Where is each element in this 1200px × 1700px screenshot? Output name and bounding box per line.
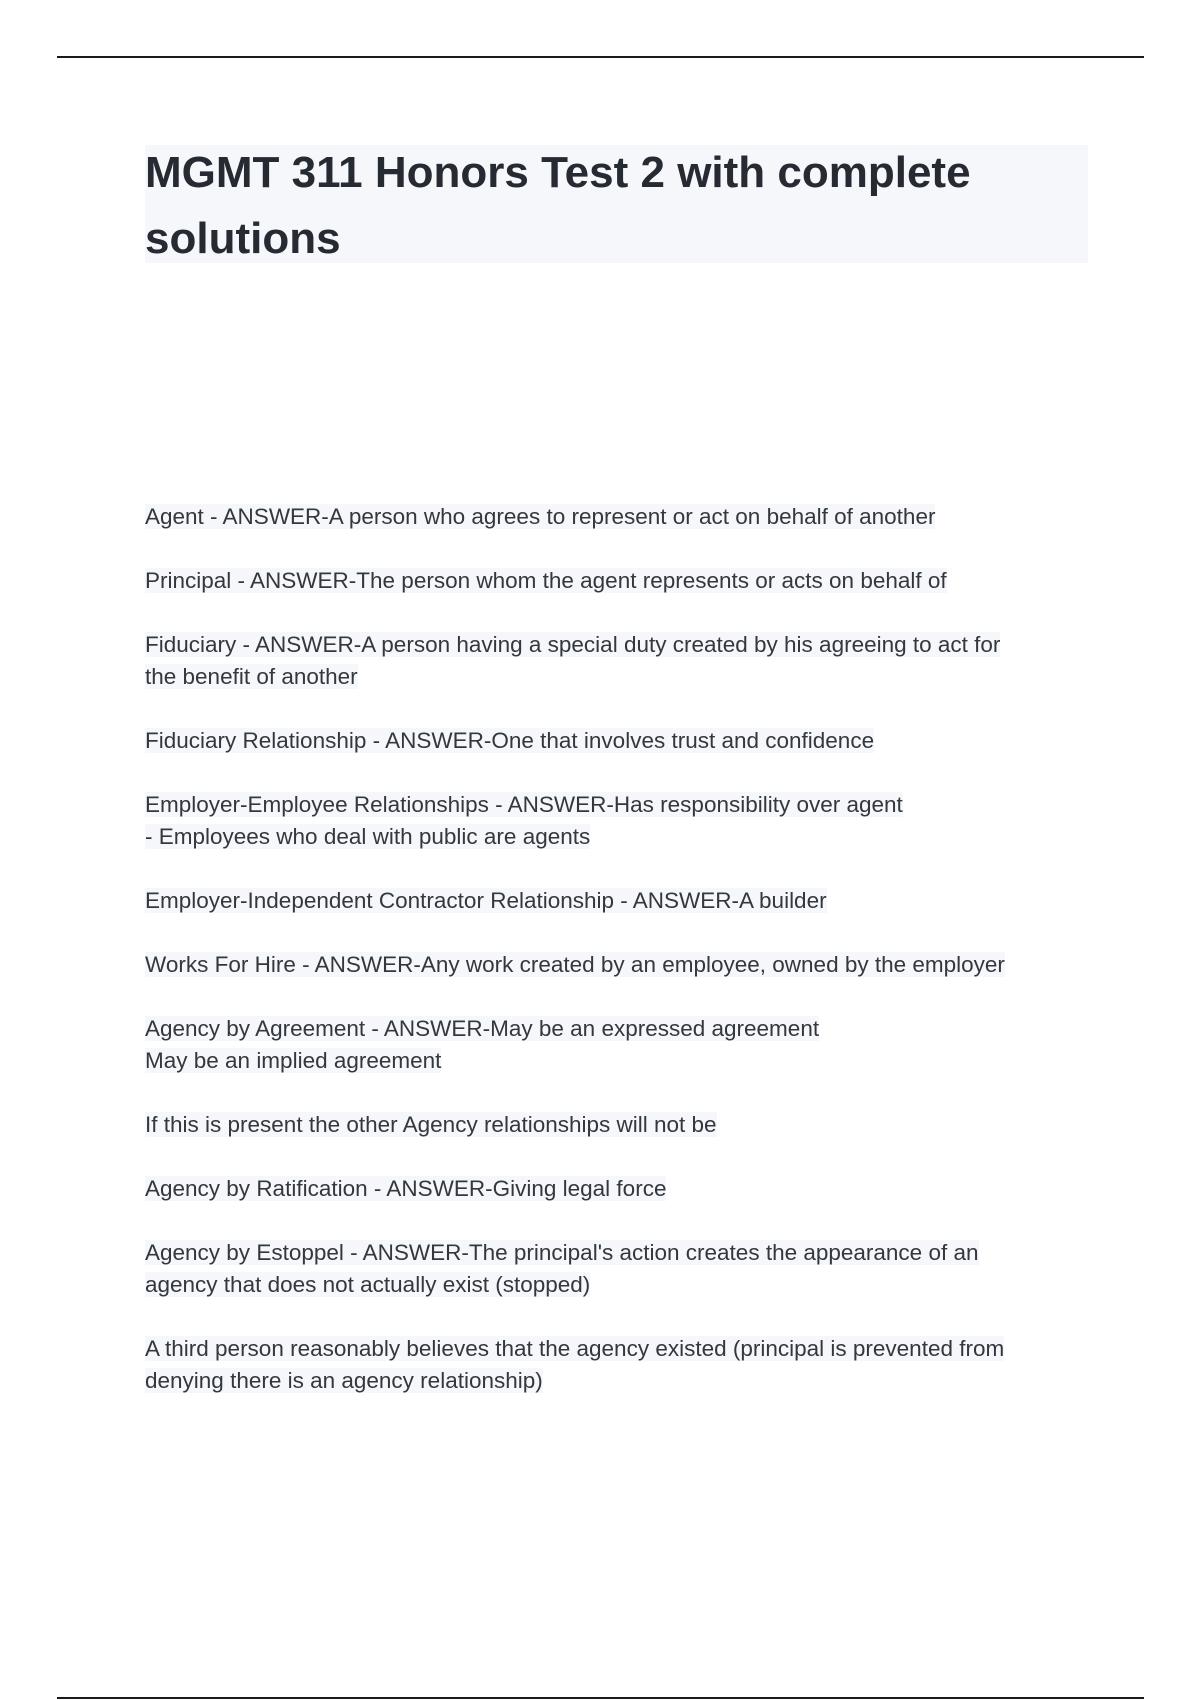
qa-item — [145, 1173, 1085, 1205]
qa-line: May be an implied agreement — [145, 1048, 442, 1073]
qa-item — [145, 629, 1085, 693]
qa-line: A third person reasonably believes that the agency existed (principal is prevented from — [145, 1336, 1005, 1361]
qa-line: Agency by Agreement - ANSWER-May be an expressed agreement — [145, 1016, 820, 1041]
top-rule — [57, 56, 1144, 58]
qa-item — [145, 725, 1085, 757]
qa-item — [145, 565, 1085, 597]
document-title: MGMT 311 Honors Test 2 with complete solutions — [145, 148, 971, 263]
qa-line: Fiduciary - ANSWER-A person having a special duty created by his agreeing to act for — [145, 632, 1001, 657]
qa-item — [145, 789, 1085, 853]
qa-line: If this is present the other Agency relationships will not be — [145, 1112, 717, 1137]
qa-item — [145, 949, 1085, 981]
qa-line: Agency by Ratification - ANSWER-Giving legal force — [145, 1176, 667, 1201]
qa-item — [145, 1237, 1085, 1301]
qa-line: agency that does not actually exist (stopped) — [145, 1272, 591, 1297]
qa-line: denying there is an agency relationship) — [145, 1368, 543, 1393]
qa-item — [145, 885, 1085, 917]
qa-item — [145, 1109, 1085, 1141]
qa-line: Employer-Independent Contractor Relationship - ANSWER-A builder — [145, 888, 827, 913]
qa-line: Employer-Employee Relationships - ANSWER-Has responsibility over agent — [145, 792, 903, 817]
qa-list — [145, 501, 1085, 1429]
qa-line: Works For Hire - ANSWER-Any work created by an employee, owned by the employer — [145, 952, 1005, 977]
qa-line: Agent - ANSWER-A person who agrees to represent or act on behalf of another — [145, 504, 936, 529]
qa-item — [145, 1333, 1085, 1397]
qa-line: Principal - ANSWER-The person whom the agent represents or acts on behalf of — [145, 568, 947, 593]
qa-line: Fiduciary Relationship - ANSWER-One that involves trust and confidence — [145, 728, 875, 753]
title-block — [145, 145, 1088, 263]
bottom-rule — [57, 1697, 1144, 1699]
qa-line: Agency by Estoppel - ANSWER-The principal's action creates the appearance of an — [145, 1240, 979, 1265]
qa-item — [145, 1013, 1085, 1077]
qa-item — [145, 501, 1085, 533]
qa-line: - Employees who deal with public are agents — [145, 824, 591, 849]
qa-line: the benefit of another — [145, 664, 358, 689]
